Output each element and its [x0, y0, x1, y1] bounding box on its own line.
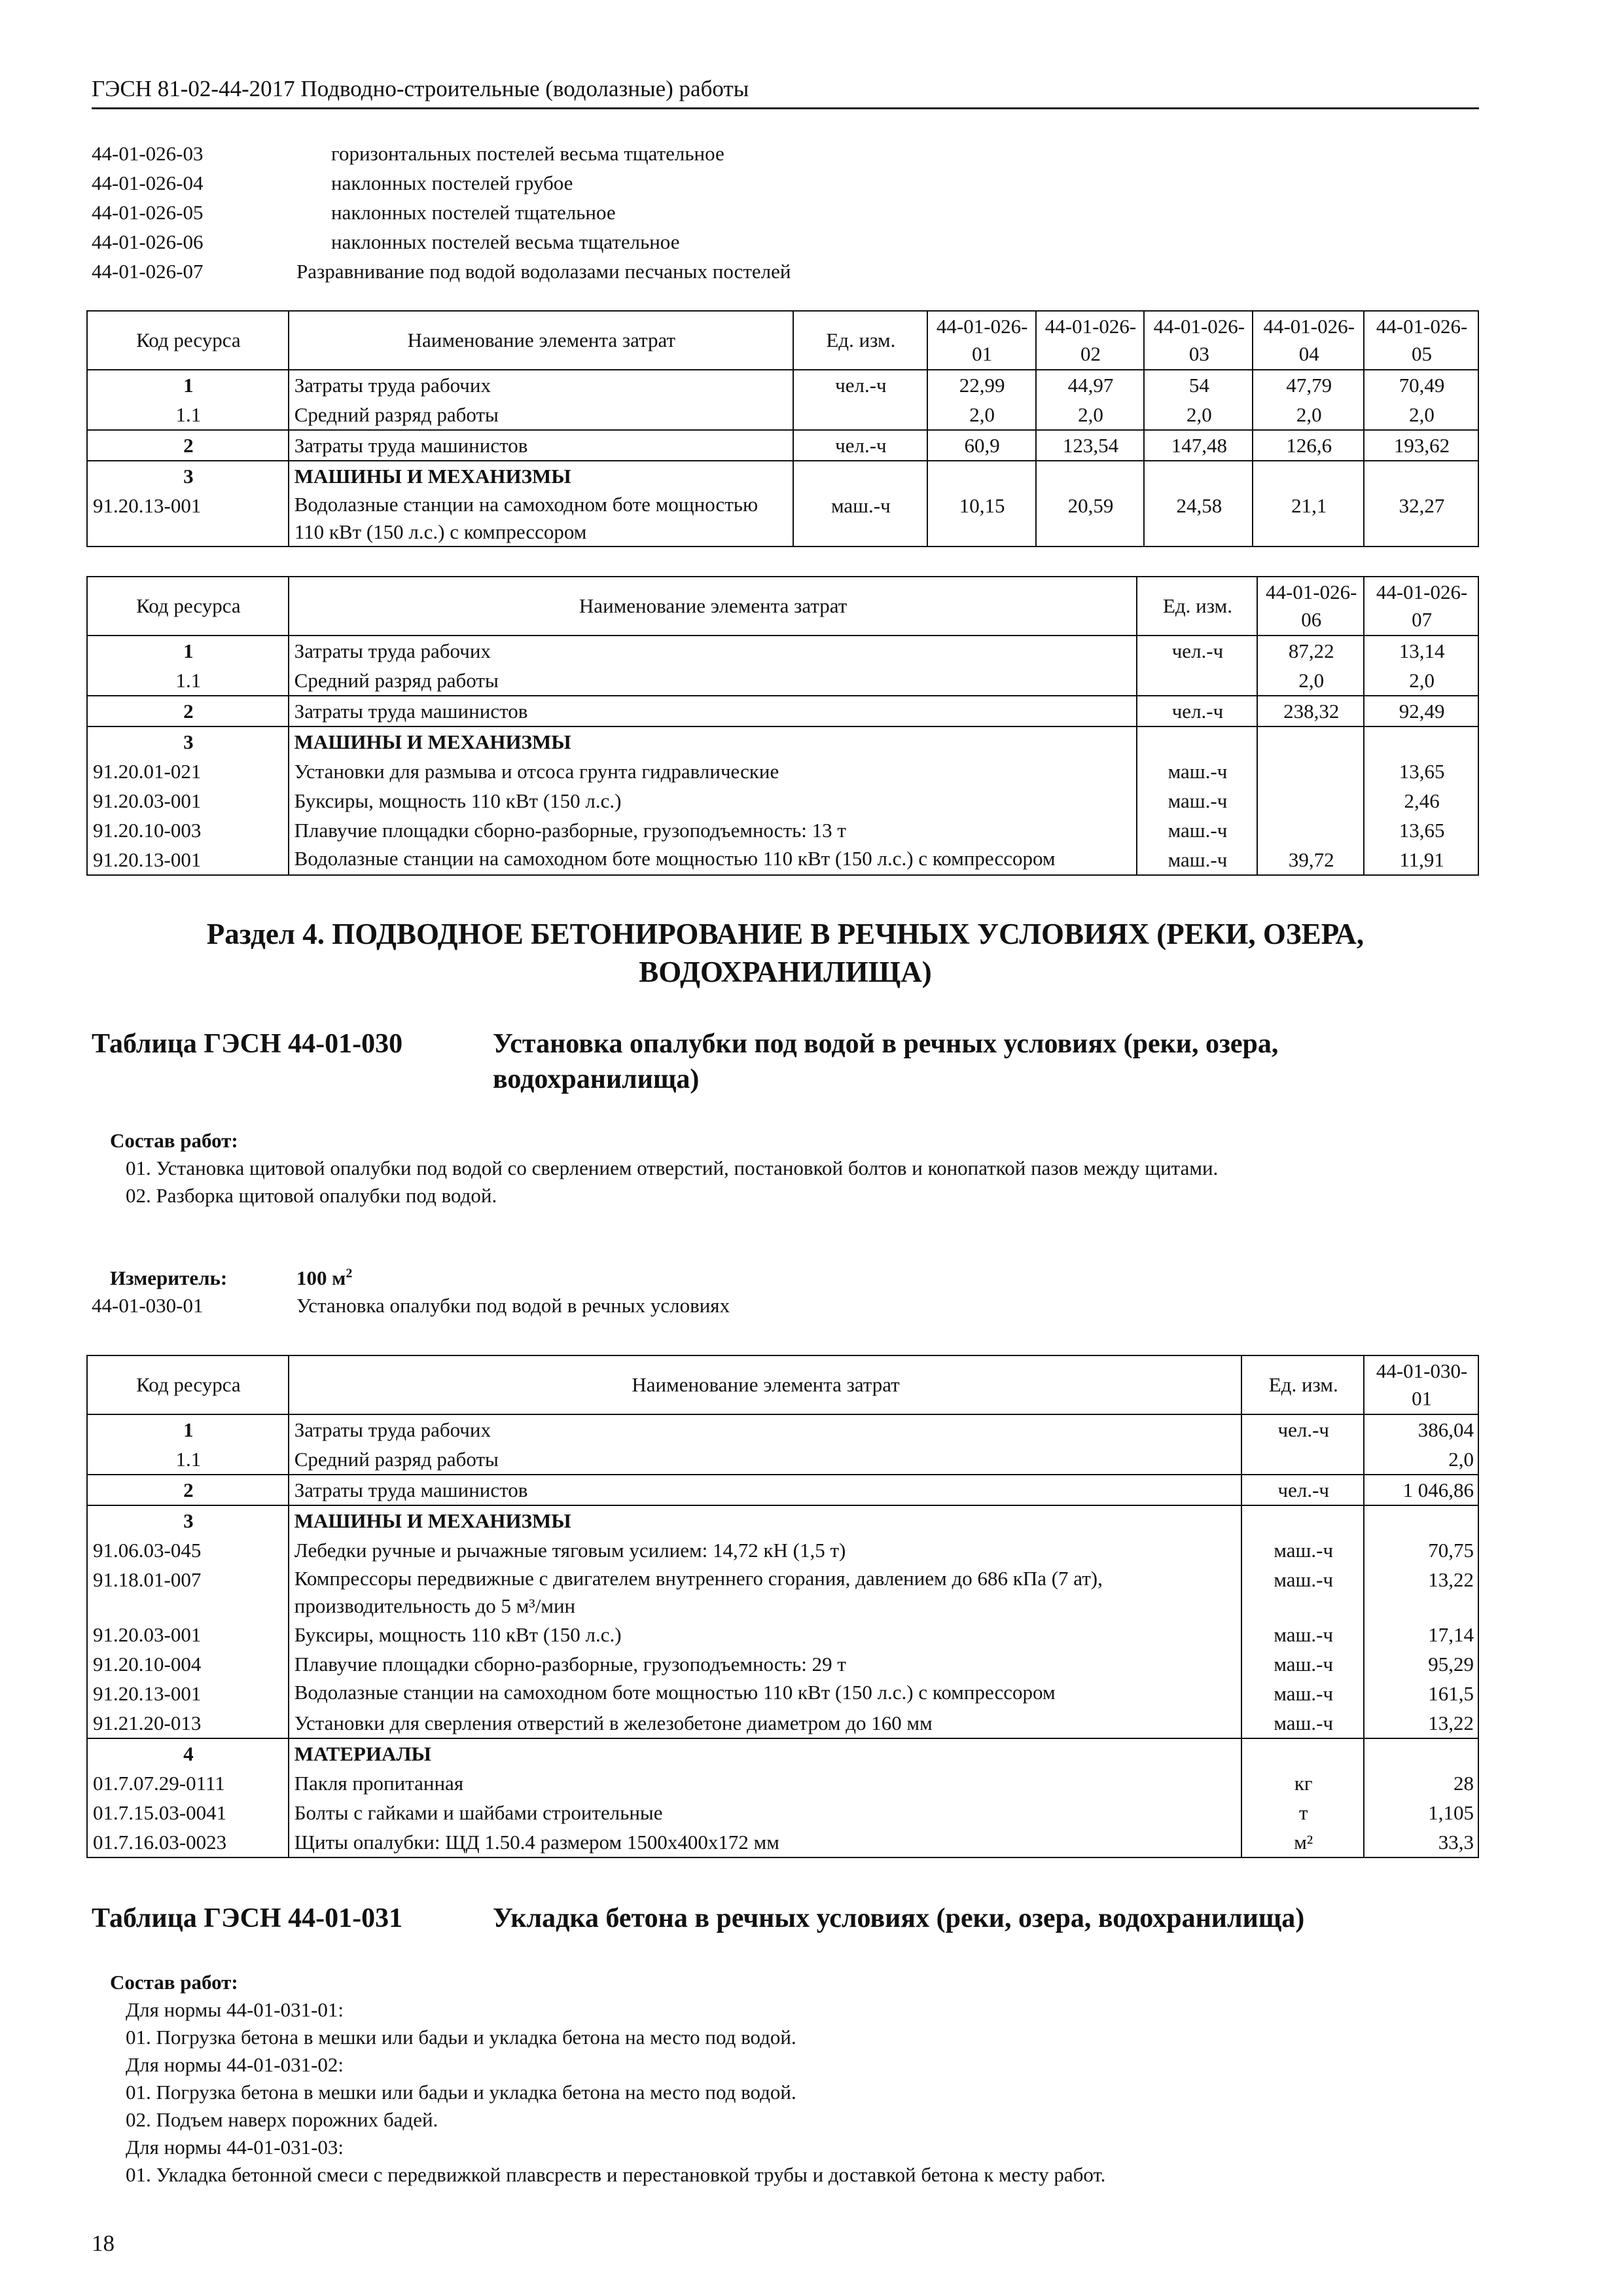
resource-value: 2,0 [1364, 400, 1478, 430]
resource-unit [1241, 1505, 1364, 1535]
resource-unit: маш.-ч [793, 491, 927, 547]
resource-code: 4 [87, 1738, 289, 1768]
resource-code: 91.20.10-004 [87, 1649, 289, 1679]
norm-code: 44-01-026-07 [92, 260, 204, 283]
resource-value [1257, 786, 1364, 816]
table-row [87, 430, 1478, 461]
meter-value [296, 1265, 352, 1292]
col-header-norm: 44-01-026-04 [1253, 311, 1364, 370]
norm-name: наклонных постелей грубое [331, 171, 573, 194]
resource-unit: кг [1241, 1768, 1364, 1798]
resource-code: 3 [87, 1505, 289, 1535]
table-row [87, 845, 1478, 875]
table-row [87, 1565, 1478, 1620]
resource-name: Средний разряд работы [289, 666, 1137, 696]
resource-value: 10,15 [927, 491, 1036, 547]
resource-value [1364, 1738, 1478, 1768]
norm-name: горизонтальных постелей весьма тщательное [331, 142, 724, 165]
resource-value: 2,0 [1364, 1444, 1478, 1475]
col-header-name: Наименование элемента затрат [289, 311, 793, 370]
table-row [87, 786, 1478, 816]
col-header-code: Код ресурса [87, 1355, 289, 1414]
resource-value: 39,72 [1257, 845, 1364, 875]
meter-norm-row [92, 1292, 1479, 1319]
table-row [87, 370, 1478, 400]
resource-unit: чел.-ч [793, 430, 927, 461]
norm-name: наклонных постелей тщательное [331, 201, 616, 224]
resource-code: 2 [87, 696, 289, 726]
norm-code-row [92, 198, 1479, 227]
work-line: Для нормы 44-01-031-03: [126, 2136, 344, 2159]
table-row [87, 1798, 1478, 1827]
resource-code: 91.20.03-001 [87, 1620, 289, 1649]
resource-value [927, 461, 1036, 491]
resource-table-026-01-05 [86, 310, 1479, 547]
resource-value: 32,27 [1364, 491, 1478, 547]
col-header-norm: 44-01-026-01 [927, 311, 1036, 370]
resource-name: Водолазные станции на самоходном боте мощностью 110 кВт (150 л.с.) с компрессором [289, 845, 1137, 875]
resource-value: 21,1 [1253, 491, 1364, 547]
col-header-norm: 44-01-026-07 [1364, 577, 1478, 636]
table-row [87, 1708, 1478, 1738]
resource-value [1257, 726, 1364, 757]
table-row [87, 1505, 1478, 1535]
resource-value: 2,46 [1364, 786, 1478, 816]
section-heading: МАШИНЫ И МЕХАНИЗМЫ [289, 1505, 1242, 1535]
table-name: Укладка бетона в речных условиях (реки, озера, водохранилища) [493, 1903, 1305, 1933]
resource-value: 161,5 [1364, 1679, 1478, 1708]
resource-name: Щиты опалубки: ЩД 1.50.4 размером 1500х400х172 мм [289, 1827, 1242, 1857]
resource-name: Водолазные станции на самоходном боте мощностью 110 кВт (150 л.с.) с компрессором [289, 1679, 1242, 1708]
resource-code: 91.20.01-021 [87, 757, 289, 786]
resource-unit: т [1241, 1798, 1364, 1827]
resource-code: 3 [87, 461, 289, 491]
table-name: Установка опалубки под водой в речных условиях (реки, озера, водохранилища) [493, 1029, 1279, 1094]
resource-name: Водолазные станции на самоходном боте мощностью 110 кВт (150 л.с.) с компрессором [289, 491, 793, 547]
col-header-unit: Ед. изм. [1241, 1355, 1364, 1414]
resource-unit: чел.-ч [1137, 696, 1258, 726]
resource-value: 126,6 [1253, 430, 1364, 461]
meter-value-text: 100 м [296, 1266, 346, 1289]
norm-code-list [92, 139, 1479, 286]
col-header-unit: Ед. изм. [1137, 577, 1258, 636]
table-row [87, 636, 1478, 666]
resource-value [1036, 461, 1145, 491]
section-heading: МАШИНЫ И МЕХАНИЗМЫ [289, 726, 1137, 757]
resource-name: Затраты труда рабочих [289, 636, 1137, 666]
resource-value: 70,75 [1364, 1535, 1478, 1565]
col-header-code: Код ресурса [87, 577, 289, 636]
resource-value: 2,0 [1036, 400, 1145, 430]
resource-unit: маш.-ч [1137, 786, 1258, 816]
col-header-unit: Ед. изм. [793, 311, 927, 370]
resource-value: 17,14 [1364, 1620, 1478, 1649]
resource-value [1364, 461, 1478, 491]
resource-code: 01.7.16.03-0023 [87, 1827, 289, 1857]
table-title-031 [92, 1901, 1479, 1936]
table-row [87, 461, 1478, 491]
resource-unit: маш.-ч [1137, 757, 1258, 786]
col-header-norm: 44-01-026-06 [1257, 577, 1364, 636]
resource-name: Затраты труда машинистов [289, 1475, 1242, 1505]
resource-value: 1,105 [1364, 1798, 1478, 1827]
resource-value [1364, 1505, 1478, 1535]
norm-code: 44-01-026-05 [92, 201, 204, 224]
resource-value: 1 046,86 [1364, 1475, 1478, 1505]
resource-unit: чел.-ч [1137, 636, 1258, 666]
norm-code: 44-01-026-04 [92, 171, 204, 194]
table-row [87, 726, 1478, 757]
resource-code: 2 [87, 1475, 289, 1505]
resource-value: 2,0 [927, 400, 1036, 430]
resource-code: 1.1 [87, 400, 289, 430]
resource-value: 13,65 [1364, 757, 1478, 786]
resource-unit [1137, 726, 1258, 757]
resource-name: Буксиры, мощность 110 кВт (150 л.с.) [289, 1620, 1242, 1649]
resource-value: 11,91 [1364, 845, 1478, 875]
resource-name: Плавучие площадки сборно-разборные, грузоподъемность: 29 т [289, 1649, 1242, 1679]
resource-code: 1 [87, 370, 289, 400]
resource-unit: маш.-ч [1137, 845, 1258, 875]
work-line: Для нормы 44-01-031-01: [126, 1998, 344, 2021]
resource-value: 238,32 [1257, 696, 1364, 726]
resource-value [1144, 461, 1253, 491]
norm-name: наклонных постелей весьма тщательное [331, 230, 680, 253]
resource-unit: маш.-ч [1241, 1535, 1364, 1565]
resource-unit [793, 400, 927, 430]
work-line: 02. Подъем наверх порожних бадей. [126, 2108, 438, 2131]
resource-value: 24,58 [1144, 491, 1253, 547]
resource-name: Пакля пропитанная [289, 1768, 1242, 1798]
resource-code: 91.06.03-045 [87, 1535, 289, 1565]
col-header-norm: 44-01-026-05 [1364, 311, 1478, 370]
resource-value: 28 [1364, 1768, 1478, 1798]
resource-name: Затраты труда рабочих [289, 1414, 1242, 1444]
col-header-norm: 44-01-026-03 [1144, 311, 1253, 370]
resource-value: 147,48 [1144, 430, 1253, 461]
work-line: 01. Укладка бетонной смеси с передвижкой плавсреств и перестановкой трубы и доставкой бетона к месту работ. [126, 2163, 1106, 2186]
resource-value: 2,0 [1253, 400, 1364, 430]
resource-code: 01.7.07.29-0111 [87, 1768, 289, 1798]
resource-name: Болты с гайками и шайбами строительные [289, 1798, 1242, 1827]
resource-value: 60,9 [927, 430, 1036, 461]
table-row [87, 400, 1478, 430]
norm-code-row [92, 168, 1479, 198]
resource-value: 70,49 [1364, 370, 1478, 400]
resource-value: 13,22 [1364, 1708, 1478, 1738]
table-title-030 [92, 1026, 1479, 1097]
norm-name: Разравнивание под водой водолазами песчаных постелей [296, 260, 791, 283]
table-header-row [87, 577, 1478, 636]
resource-value: 20,59 [1036, 491, 1145, 547]
resource-name: Средний разряд работы [289, 400, 793, 430]
resource-code: 91.21.20-013 [87, 1708, 289, 1738]
meter-label: Измеритель: [110, 1266, 228, 1289]
resource-value [1257, 757, 1364, 786]
work-item: 01. Установка щитовой опалубки под водой со сверлением отверстий, постановкой болтов и конопаткой пазов между щитами. [126, 1157, 1219, 1179]
work-heading: Состав работ: [110, 1971, 238, 1994]
resource-table-030-01 [86, 1355, 1479, 1858]
resource-unit: чел.-ч [1241, 1475, 1364, 1505]
col-header-name: Наименование элемента затрат [289, 577, 1137, 636]
table-row [87, 1444, 1478, 1475]
resource-unit: маш.-ч [1241, 1708, 1364, 1738]
resource-value: 22,99 [927, 370, 1036, 400]
resource-value: 95,29 [1364, 1649, 1478, 1679]
resource-value [1364, 726, 1478, 757]
table-row [87, 696, 1478, 726]
work-composition-031 [92, 1969, 1479, 2189]
table-row [87, 1679, 1478, 1708]
col-header-norm: 44-01-026-02 [1036, 311, 1145, 370]
resource-unit: маш.-ч [1137, 816, 1258, 845]
work-heading: Состав работ: [110, 1129, 238, 1152]
resource-value: 54 [1144, 370, 1253, 400]
work-line: Для нормы 44-01-031-02: [126, 2053, 344, 2076]
resource-code: 91.20.13-001 [87, 845, 289, 875]
table-row [87, 1827, 1478, 1857]
resource-code: 1.1 [87, 666, 289, 696]
table-label: Таблица ГЭСН 44-01-030 [92, 1029, 403, 1059]
norm-code-row [92, 227, 1479, 257]
resource-unit [1137, 666, 1258, 696]
table-row [87, 757, 1478, 786]
resource-name: Установки для размыва и отсоса грунта гидравлические [289, 757, 1137, 786]
page-number: 18 [92, 2231, 115, 2256]
resource-value: 386,04 [1364, 1414, 1478, 1444]
page-header: ГЭСН 81-02-44-2017 Подводно-строительные (водолазные) работы [92, 73, 1479, 109]
resource-code: 91.18.01-007 [87, 1565, 289, 1620]
resource-code: 91.20.13-001 [87, 491, 289, 547]
col-header-code: Код ресурса [87, 311, 289, 370]
section-heading: МАТЕРИАЛЫ [289, 1738, 1242, 1768]
resource-value: 87,22 [1257, 636, 1364, 666]
resource-value: 13,14 [1364, 636, 1478, 666]
norm-name: Установка опалубки под водой в речных условиях [296, 1294, 730, 1317]
resource-unit [1241, 1738, 1364, 1768]
resource-unit: маш.-ч [1241, 1679, 1364, 1708]
resource-value: 2,0 [1257, 666, 1364, 696]
resource-code: 1.1 [87, 1444, 289, 1475]
resource-name: Затраты труда машинистов [289, 696, 1137, 726]
resource-value: 2,0 [1364, 666, 1478, 696]
norm-code: 44-01-026-06 [92, 230, 204, 253]
resource-unit: чел.-ч [1241, 1414, 1364, 1444]
resource-unit [793, 461, 927, 491]
resource-unit [1241, 1444, 1364, 1475]
table-label: Таблица ГЭСН 44-01-031 [92, 1903, 403, 1933]
resource-value [1253, 461, 1364, 491]
resource-code: 91.20.13-001 [87, 1679, 289, 1708]
resource-code: 2 [87, 430, 289, 461]
resource-value: 2,0 [1144, 400, 1253, 430]
table-row [87, 1649, 1478, 1679]
resource-code: 1 [87, 636, 289, 666]
resource-value [1257, 816, 1364, 845]
resource-code: 91.20.10-003 [87, 816, 289, 845]
work-item: 02. Разборка щитовой опалубки под водой. [126, 1184, 497, 1207]
norm-code-row [92, 139, 1479, 168]
resource-unit: маш.-ч [1241, 1620, 1364, 1649]
resource-name: Затраты труда рабочих [289, 370, 793, 400]
resource-name: Буксиры, мощность 110 кВт (150 л.с.) [289, 786, 1137, 816]
resource-value: 92,49 [1364, 696, 1478, 726]
resource-value: 13,65 [1364, 816, 1478, 845]
resource-unit: маш.-ч [1241, 1565, 1364, 1620]
col-header-norm: 44-01-030-01 [1364, 1355, 1478, 1414]
norm-code-row [92, 257, 1479, 286]
resource-name: Плавучие площадки сборно-разборные, грузоподъемность: 13 т [289, 816, 1137, 845]
table-header-row [87, 311, 1478, 370]
meter-row [92, 1265, 1479, 1292]
work-composition-030 [92, 1127, 1479, 1210]
resource-name: Лебедки ручные и рычажные тяговым усилием: 14,72 кН (1,5 т) [289, 1535, 1242, 1565]
resource-unit: чел.-ч [793, 370, 927, 400]
col-header-name: Наименование элемента затрат [289, 1355, 1242, 1414]
resource-value: 33,3 [1364, 1827, 1478, 1857]
resource-code: 91.20.03-001 [87, 786, 289, 816]
meter-block-030 [92, 1265, 1479, 1319]
resource-name: Средний разряд работы [289, 1444, 1242, 1475]
resource-value: 44,97 [1036, 370, 1145, 400]
resource-name: Компрессоры передвижные с двигателем внутреннего сгорания, давлением до 686 кПа (7 ат), производительность до 5 м³/мин [289, 1565, 1242, 1620]
section-title: Раздел 4. ПОДВОДНОЕ БЕТОНИРОВАНИЕ В РЕЧНЫХ УСЛОВИЯХ (РЕКИ, ОЗЕРА, ВОДОХРАНИЛИЩА) [206, 918, 1364, 988]
norm-code: 44-01-030-01 [92, 1294, 204, 1317]
table-row [87, 1535, 1478, 1565]
resource-value: 13,22 [1364, 1565, 1478, 1620]
resource-name: Затраты труда машинистов [289, 430, 793, 461]
table-row [87, 491, 1478, 547]
work-line: 01. Погрузка бетона в мешки или бадьи и укладка бетона на место под водой. [126, 2081, 796, 2104]
table-row [87, 666, 1478, 696]
table-row [87, 816, 1478, 845]
resource-value: 47,79 [1253, 370, 1364, 400]
table-row [87, 1738, 1478, 1768]
resource-table-026-06-07 [86, 576, 1479, 876]
resource-code: 3 [87, 726, 289, 757]
resource-name: Установки для сверления отверстий в железобетоне диаметром до 160 мм [289, 1708, 1242, 1738]
resource-unit: м² [1241, 1827, 1364, 1857]
table-row [87, 1768, 1478, 1798]
resource-value: 123,54 [1036, 430, 1145, 461]
resource-code: 01.7.15.03-0041 [87, 1798, 289, 1827]
table-header-row [87, 1355, 1478, 1414]
work-line: 01. Погрузка бетона в мешки или бадьи и укладка бетона на место под водой. [126, 2026, 796, 2049]
resource-unit: маш.-ч [1241, 1649, 1364, 1679]
resource-code: 1 [87, 1414, 289, 1444]
norm-code: 44-01-026-03 [92, 142, 204, 165]
resource-value: 193,62 [1364, 430, 1478, 461]
section-heading: МАШИНЫ И МЕХАНИЗМЫ [289, 461, 793, 491]
table-row [87, 1414, 1478, 1444]
meter-value-sup: 2 [346, 1266, 353, 1281]
table-row [87, 1620, 1478, 1649]
table-row [87, 1475, 1478, 1505]
